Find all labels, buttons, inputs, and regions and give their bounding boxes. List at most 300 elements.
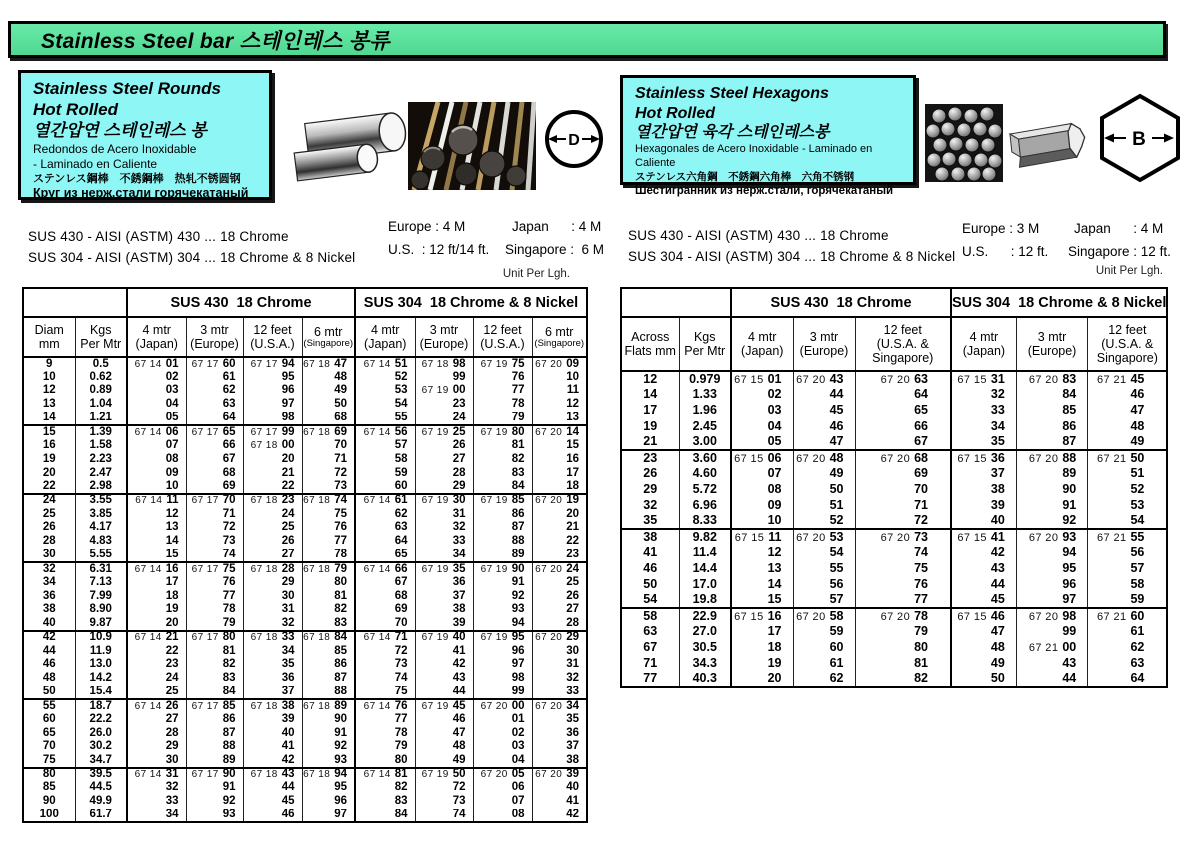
order-code-cell: 08 (731, 482, 793, 498)
size-cell: 50 (621, 576, 679, 592)
table-row (23, 453, 587, 467)
hexagons-length-us: U.S. : 12 ft. (962, 244, 1049, 259)
weight-cell: 3.55 (75, 494, 127, 508)
order-code-cell: 47 (793, 434, 855, 450)
order-code-cell: 67 20 48 (793, 450, 855, 466)
order-code-cell: 67 19 75 (473, 357, 532, 371)
order-code-cell: 67 20 05 (473, 768, 532, 782)
order-code-cell: 67 (355, 576, 415, 590)
size-cell: 24 (23, 494, 75, 508)
round-bars-bundle-photo (408, 102, 536, 190)
size-cell: 77 (621, 671, 679, 687)
order-code-cell: 45 (243, 795, 302, 809)
column-header: Kgs Per Mtr (75, 317, 127, 357)
order-code-cell: 96 (302, 795, 355, 809)
rounds-title-spanish-2: - Laminado en Caliente (33, 156, 158, 171)
order-code-cell: 51 (1088, 466, 1168, 482)
order-code-cell: 96 (243, 384, 302, 398)
rounds-subtitle: Hot Rolled (33, 99, 118, 119)
order-code-cell: 74 (186, 549, 243, 563)
order-code-cell: 24 (127, 672, 186, 686)
order-code-cell: 40 (532, 781, 587, 795)
order-code-cell: 92 (1016, 513, 1087, 529)
column-header: 12 feet (U.S.A. & Singapore) (855, 317, 951, 371)
column-header: 4 mtr (Japan) (951, 317, 1016, 371)
order-code-cell: 67 (855, 434, 951, 450)
size-cell: 100 (23, 809, 75, 823)
size-cell: 9 (23, 357, 75, 371)
order-code-cell: 29 (415, 480, 473, 494)
order-code-cell: 86 (473, 508, 532, 522)
size-cell: 14 (23, 412, 75, 426)
size-cell: 14 (621, 387, 679, 403)
order-code-cell: 62 (186, 384, 243, 398)
order-code-cell: 29 (243, 576, 302, 590)
order-code-cell: 24 (415, 412, 473, 426)
weight-cell: 6.96 (679, 497, 731, 513)
order-code-cell: 67 18 94 (302, 768, 355, 782)
order-code-cell: 67 20 83 (1016, 371, 1087, 387)
order-code-cell: 95 (1016, 561, 1087, 577)
table-row (621, 655, 1167, 671)
table-row (621, 482, 1167, 498)
order-code-cell: 67 18 47 (302, 357, 355, 371)
size-cell: 63 (621, 624, 679, 640)
weight-cell: 1.04 (75, 398, 127, 412)
order-code-cell: 43 (1016, 655, 1087, 671)
table-row (23, 549, 587, 563)
order-code-cell: 20 (731, 671, 793, 687)
order-code-cell: 61 (1088, 624, 1168, 640)
order-code-cell: 17 (532, 467, 587, 481)
order-code-cell: 74 (355, 672, 415, 686)
order-code-cell: 32 (951, 387, 1016, 403)
size-cell: 19 (23, 453, 75, 467)
order-code-cell: 27 (532, 603, 587, 617)
table-row (23, 398, 587, 412)
order-code-cell: 41 (415, 644, 473, 658)
weight-cell: 2.47 (75, 467, 127, 481)
order-code-cell: 73 (415, 795, 473, 809)
weight-cell: 17.0 (679, 576, 731, 592)
order-code-cell: 67 20 29 (532, 631, 587, 645)
weight-cell: 0.5 (75, 357, 127, 371)
order-code-cell: 22 (127, 644, 186, 658)
weight-cell: 22.2 (75, 713, 127, 727)
order-code-cell: 78 (355, 727, 415, 741)
order-code-cell: 50 (793, 482, 855, 498)
table-row (23, 713, 587, 727)
order-code-cell: 32 (127, 781, 186, 795)
order-code-cell: 77 (855, 592, 951, 608)
order-code-cell: 72 (355, 644, 415, 658)
order-code-cell: 84 (186, 686, 243, 700)
order-code-cell: 96 (473, 644, 532, 658)
hexagons-sus-304-line: SUS 304 - AISI (ASTM) 304 ... 18 Chrome & 8 Nickel (628, 249, 956, 264)
order-code-cell: 67 17 75 (186, 562, 243, 576)
weight-cell: 22.9 (679, 608, 731, 624)
order-code-cell: 01 (473, 713, 532, 727)
hexagons-length-europe: Europe : 3 M (962, 221, 1040, 236)
order-code-cell: 39 (951, 497, 1016, 513)
size-cell: 32 (23, 562, 75, 576)
weight-cell: 15.4 (75, 686, 127, 700)
order-code-cell: 21 (532, 521, 587, 535)
order-code-cell: 98 (243, 412, 302, 426)
order-code-cell: 18 (532, 480, 587, 494)
order-code-cell: 22 (532, 535, 587, 549)
order-code-cell: 78 (302, 549, 355, 563)
across-flats-diagram (1095, 91, 1185, 185)
order-code-cell: 82 (302, 603, 355, 617)
order-code-cell: 12 (127, 508, 186, 522)
table-corner (621, 288, 731, 317)
table-row (621, 545, 1167, 561)
order-code-cell: 67 20 00 (473, 699, 532, 713)
order-code-cell: 28 (532, 617, 587, 631)
order-code-cell: 18 (731, 640, 793, 656)
order-code-cell: 67 20 43 (793, 371, 855, 387)
order-code-cell: 90 (1016, 482, 1087, 498)
weight-cell: 39.5 (75, 768, 127, 782)
rounds-title: Stainless Steel Rounds (33, 79, 221, 98)
order-code-cell: 68 (302, 412, 355, 426)
order-code-cell: 86 (186, 713, 243, 727)
order-code-cell: 67 15 36 (951, 450, 1016, 466)
order-code-cell: 39 (243, 713, 302, 727)
order-code-cell: 68 (355, 590, 415, 604)
order-code-cell: 15 (532, 439, 587, 453)
order-code-cell: 26 (532, 590, 587, 604)
weight-cell: 40.3 (679, 671, 731, 687)
column-header: 12 feet (U.S.A.) (473, 317, 532, 357)
order-code-cell: 67 17 99 (243, 425, 302, 439)
size-cell: 46 (23, 658, 75, 672)
order-code-cell: 14 (731, 576, 793, 592)
hexagons-title-russian: Шестигранник из нерж.стали, горячекатаный (635, 185, 894, 198)
table-row (23, 371, 587, 385)
order-code-cell: 29 (127, 740, 186, 754)
order-code-cell: 60 (793, 640, 855, 656)
table-row (621, 624, 1167, 640)
order-code-cell: 91 (302, 727, 355, 741)
order-code-cell: 67 21 00 (1016, 640, 1087, 656)
order-code-cell: 39 (415, 617, 473, 631)
order-code-cell: 04 (473, 754, 532, 768)
order-code-cell: 82 (855, 671, 951, 687)
order-code-cell: 65 (355, 549, 415, 563)
order-code-cell: 64 (355, 535, 415, 549)
order-code-cell: 67 20 73 (855, 529, 951, 545)
order-code-cell: 42 (532, 809, 587, 823)
order-code-cell: 72 (186, 521, 243, 535)
order-code-cell: 10 (731, 513, 793, 529)
table-row (621, 592, 1167, 608)
size-cell: 21 (621, 434, 679, 450)
order-code-cell: 81 (473, 439, 532, 453)
size-cell: 22 (23, 480, 75, 494)
size-cell: 38 (621, 529, 679, 545)
order-code-cell: 36 (243, 672, 302, 686)
rounds-length-japan: Japan : 4 M (512, 219, 602, 234)
column-header: 6 mtr (Singapore) (532, 317, 587, 357)
weight-cell: 0.89 (75, 384, 127, 398)
weight-cell: 44.5 (75, 781, 127, 795)
order-code-cell: 20 (243, 453, 302, 467)
order-code-cell: 72 (302, 467, 355, 481)
weight-cell: 7.99 (75, 590, 127, 604)
size-cell: 75 (23, 754, 75, 768)
table-row (23, 467, 587, 481)
order-code-cell: 59 (793, 624, 855, 640)
order-code-cell: 83 (186, 672, 243, 686)
order-code-cell: 69 (355, 603, 415, 617)
table-row (23, 590, 587, 604)
table-row (621, 450, 1167, 466)
order-code-cell: 02 (731, 387, 793, 403)
order-code-cell: 67 18 84 (302, 631, 355, 645)
order-code-cell: 44 (951, 576, 1016, 592)
order-code-cell: 63 (355, 521, 415, 535)
order-code-cell: 34 (127, 809, 186, 823)
order-code-cell: 67 15 16 (731, 608, 793, 624)
weight-cell: 7.13 (75, 576, 127, 590)
order-code-cell: 26 (415, 439, 473, 453)
size-cell: 36 (23, 590, 75, 604)
order-code-cell: 38 (532, 754, 587, 768)
order-code-cell: 67 19 40 (415, 631, 473, 645)
table-row (23, 521, 587, 535)
table-row (23, 727, 587, 741)
order-code-cell: 67 18 98 (415, 357, 473, 371)
order-code-cell: 30 (127, 754, 186, 768)
order-code-cell: 67 20 39 (532, 768, 587, 782)
order-code-cell: 45 (951, 592, 1016, 608)
order-code-cell: 86 (302, 658, 355, 672)
order-code-cell: 62 (1088, 640, 1168, 656)
order-code-cell: 03 (731, 403, 793, 419)
order-code-cell: 79 (355, 740, 415, 754)
weight-cell: 14.4 (679, 561, 731, 577)
order-code-cell: 67 18 89 (302, 699, 355, 713)
table-row (621, 529, 1167, 545)
hexagons-title: Stainless Steel Hexagons (635, 85, 829, 102)
order-code-cell: 48 (1088, 418, 1168, 434)
size-cell: 29 (621, 482, 679, 498)
order-code-cell: 81 (186, 644, 243, 658)
order-code-cell: 10 (532, 371, 587, 385)
order-code-cell: 06 (473, 781, 532, 795)
order-code-cell: 59 (1088, 592, 1168, 608)
order-code-cell: 23 (532, 549, 587, 563)
order-code-cell: 67 21 55 (1088, 529, 1168, 545)
order-code-cell: 51 (793, 497, 855, 513)
size-cell: 19 (621, 418, 679, 434)
order-code-cell: 67 20 68 (855, 450, 951, 466)
table-row (23, 412, 587, 426)
order-code-cell: 97 (243, 398, 302, 412)
order-code-cell: 65 (855, 403, 951, 419)
order-code-cell: 46 (1088, 387, 1168, 403)
column-header: 6 mtr (Singapore) (302, 317, 355, 357)
order-code-cell: 27 (415, 453, 473, 467)
table-row (23, 535, 587, 549)
order-code-cell: 97 (1016, 592, 1087, 608)
size-cell: 35 (621, 513, 679, 529)
weight-cell: 14.2 (75, 672, 127, 686)
hex-bars-bundle-photo (925, 104, 1003, 182)
table-row (23, 754, 587, 768)
order-code-cell: 37 (243, 686, 302, 700)
order-code-cell: 80 (302, 576, 355, 590)
order-code-cell: 25 (243, 521, 302, 535)
size-cell: 13 (23, 398, 75, 412)
order-code-cell: 63 (186, 398, 243, 412)
order-code-cell: 50 (302, 398, 355, 412)
order-code-cell: 84 (473, 480, 532, 494)
order-code-cell: 64 (855, 387, 951, 403)
order-code-cell: 22 (243, 480, 302, 494)
size-cell: 16 (23, 439, 75, 453)
group-header: SUS 304 18 Chrome & 8 Nickel (951, 288, 1167, 317)
order-code-cell: 42 (243, 754, 302, 768)
column-header: 4 mtr (Japan) (731, 317, 793, 371)
order-code-cell: 67 15 01 (731, 371, 793, 387)
table-row (621, 561, 1167, 577)
column-header: Across Flats mm (621, 317, 679, 371)
table-row (621, 434, 1167, 450)
order-code-cell: 03 (127, 384, 186, 398)
table-row (23, 631, 587, 645)
order-code-cell: 54 (1088, 513, 1168, 529)
order-code-cell: 49 (415, 754, 473, 768)
diameter-diagram (542, 107, 606, 171)
table-row (621, 671, 1167, 687)
size-cell: 48 (23, 672, 75, 686)
order-code-cell: 62 (355, 508, 415, 522)
order-code-cell: 74 (855, 545, 951, 561)
order-code-cell: 48 (951, 640, 1016, 656)
order-code-cell: 12 (532, 398, 587, 412)
size-cell: 23 (621, 450, 679, 466)
order-code-cell: 32 (243, 617, 302, 631)
weight-cell: 11.9 (75, 644, 127, 658)
order-code-cell: 83 (302, 617, 355, 631)
column-header: 3 mtr (Europe) (793, 317, 855, 371)
order-code-cell: 36 (415, 576, 473, 590)
order-code-cell: 67 20 93 (1016, 529, 1087, 545)
order-code-cell: 30 (243, 590, 302, 604)
order-code-cell: 67 19 00 (415, 384, 473, 398)
weight-cell: 4.60 (679, 466, 731, 482)
order-code-cell: 99 (415, 371, 473, 385)
order-code-cell: 67 18 00 (243, 439, 302, 453)
across-flats-label: B (1132, 129, 1146, 150)
order-code-cell: 77 (302, 535, 355, 549)
size-cell: 40 (23, 617, 75, 631)
order-code-cell: 67 18 33 (243, 631, 302, 645)
weight-cell: 26.0 (75, 727, 127, 741)
order-code-cell: 09 (731, 497, 793, 513)
order-code-cell: 67 19 35 (415, 562, 473, 576)
order-code-cell: 67 21 45 (1088, 371, 1168, 387)
order-code-cell: 67 20 24 (532, 562, 587, 576)
order-code-cell: 07 (127, 439, 186, 453)
weight-cell: 2.23 (75, 453, 127, 467)
table-row (621, 497, 1167, 513)
order-code-cell: 38 (415, 603, 473, 617)
order-code-cell: 80 (355, 754, 415, 768)
order-code-cell: 48 (415, 740, 473, 754)
group-header: SUS 430 18 Chrome (731, 288, 951, 317)
order-code-cell: 96 (1016, 576, 1087, 592)
order-code-cell: 53 (355, 384, 415, 398)
order-code-cell: 71 (302, 453, 355, 467)
order-code-cell: 56 (1088, 545, 1168, 561)
order-code-cell: 67 14 81 (355, 768, 415, 782)
order-code-cell: 67 19 90 (473, 562, 532, 576)
order-code-cell: 67 18 79 (302, 562, 355, 576)
table-row (23, 658, 587, 672)
order-code-cell: 88 (473, 535, 532, 549)
order-code-cell: 46 (793, 418, 855, 434)
order-code-cell: 66 (186, 439, 243, 453)
table-row (23, 357, 587, 371)
order-code-cell: 92 (473, 590, 532, 604)
weight-cell: 30.2 (75, 740, 127, 754)
order-code-cell: 32 (415, 521, 473, 535)
weight-cell: 61.7 (75, 809, 127, 823)
order-code-cell: 85 (1016, 403, 1087, 419)
weight-cell: 10.9 (75, 631, 127, 645)
order-code-cell: 13 (127, 521, 186, 535)
table-row (621, 418, 1167, 434)
size-cell: 65 (23, 727, 75, 741)
table-row (23, 686, 587, 700)
order-code-cell: 76 (186, 576, 243, 590)
order-code-cell: 49 (1088, 434, 1168, 450)
order-code-cell: 71 (855, 497, 951, 513)
order-code-cell: 36 (532, 727, 587, 741)
weight-cell: 9.87 (75, 617, 127, 631)
order-code-cell: 19 (127, 603, 186, 617)
order-code-cell: 31 (243, 603, 302, 617)
order-code-cell: 35 (951, 434, 1016, 450)
order-code-cell: 48 (302, 371, 355, 385)
order-code-cell: 70 (355, 617, 415, 631)
order-code-cell: 09 (127, 467, 186, 481)
table-row (23, 617, 587, 631)
order-code-cell: 84 (355, 809, 415, 823)
order-code-cell: 20 (127, 617, 186, 631)
order-code-cell: 04 (731, 418, 793, 434)
order-code-cell: 13 (532, 412, 587, 426)
order-code-cell: 81 (302, 590, 355, 604)
order-code-cell: 67 20 34 (532, 699, 587, 713)
column-header: 4 mtr (Japan) (127, 317, 186, 357)
order-code-cell: 89 (473, 549, 532, 563)
group-header: SUS 304 18 Chrome & 8 Nickel (355, 288, 587, 317)
order-code-cell: 67 14 61 (355, 494, 415, 508)
order-code-cell: 67 15 31 (951, 371, 1016, 387)
order-code-cell: 67 17 65 (186, 425, 243, 439)
order-code-cell: 69 (186, 480, 243, 494)
order-code-cell: 97 (473, 658, 532, 672)
order-code-cell: 81 (855, 655, 951, 671)
order-code-cell: 41 (532, 795, 587, 809)
order-code-cell: 67 19 25 (415, 425, 473, 439)
size-cell: 17 (621, 403, 679, 419)
